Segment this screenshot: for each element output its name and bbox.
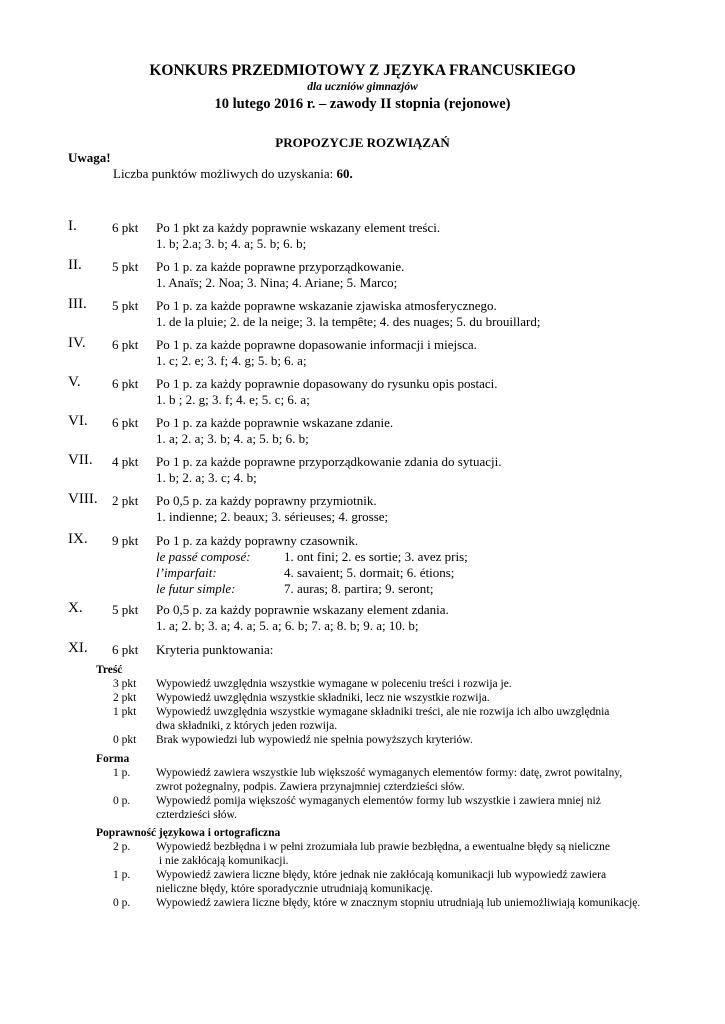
task-answers: 1. Anaïs; 2. Noa; 3. Nina; 4. Ariane; 5. Marco;: [156, 275, 398, 290]
task-points: 5 pkt: [112, 298, 139, 313]
task-description: Po 1 p. za każde poprawnie wskazane zdanie.: [156, 415, 394, 430]
task-answers: 1. b ; 2. g; 3. f; 4. e; 5. c; 6. a;: [156, 392, 310, 407]
criteria-text: Wypowiedź zawiera liczne błędy, które jednak nie zakłócają komunikacji lub wypowiedź zawiera: [156, 869, 607, 881]
section-title: PROPOZYCJE ROZWIĄZAŃ: [275, 135, 450, 150]
criteria-score: 3 pkt: [113, 678, 137, 690]
task-description: Po 1 pkt za każdy poprawnie wskazany element treści.: [156, 220, 441, 235]
task-points: 4 pkt: [112, 454, 139, 469]
criteria-title: Treść: [96, 664, 123, 676]
task-number: V.: [68, 374, 81, 390]
criteria-text: nieliczne błędy, które sporadycznie utrudniają komunikację.: [156, 883, 433, 895]
criteria-text: i nie zakłócają komunikacji.: [156, 855, 289, 867]
criteria-score: 1 pkt: [113, 706, 137, 718]
task-points: 6 pkt: [112, 376, 139, 391]
task-answers: 1. a; 2. a; 3. b; 4. a; 5. b; 6. b;: [156, 431, 309, 446]
tense-answers: 4. savaient; 5. dormait; 6. étions;: [284, 565, 455, 580]
criteria-text: Wypowiedź zawiera liczne błędy, które w znacznym stopniu utrudniają lub uniemożliwiają komunikację.: [156, 897, 641, 909]
tense-label: le passé composé:: [156, 549, 251, 564]
criteria-score: 2 p.: [113, 841, 131, 853]
criteria-score: 2 pkt: [113, 692, 137, 704]
criteria-text: Wypowiedź zawiera wszystkie lub większość wymaganych elementów formy: datę, zwrot powitalny,: [156, 767, 623, 779]
task-number: I.: [68, 218, 77, 234]
task-points: 2 pkt: [112, 493, 139, 508]
criteria-score: 0 p.: [113, 897, 131, 909]
criteria-text: Wypowiedź uwzględnia wszystkie składniki, lecz nie wszystkie rozwija.: [156, 692, 490, 704]
criteria-score: 1 p.: [113, 869, 131, 881]
tense-label: l’imparfait:: [156, 565, 217, 580]
task-answers: 1. c; 2. e; 3. f; 4. g; 5. b; 6. a;: [156, 353, 307, 368]
task-description: Po 1 p. za każde poprawne dopasowanie informacji i miejsca.: [156, 337, 477, 352]
task-points: 6 pkt: [112, 415, 139, 430]
criteria-text: Wypowiedź uwzględnia wszystkie wymagane w poleceniu treści i rozwija je.: [156, 678, 512, 690]
task-points: 5 pkt: [112, 602, 139, 617]
criteria-title: Forma: [96, 753, 130, 765]
task-description: Po 0,5 p. za każdy poprawny przymiotnik.: [156, 493, 377, 508]
task-answers: 1. a; 2. b; 3. a; 4. a; 5. a; 6. b; 7. a; 8. b; 9. a; 10. b;: [156, 618, 419, 633]
task-description: Po 1 p. za każde poprawne wskazanie zjawiska atmosferycznego.: [156, 298, 497, 313]
note-text: [113, 166, 353, 182]
task-description: Po 1 p. za każde poprawne przyporządkowanie.: [156, 259, 405, 274]
task-number: II.: [68, 257, 82, 273]
task-number: VII.: [68, 452, 93, 468]
task-answers: 1. indienne; 2. beaux; 3. sérieuses; 4. grosse;: [156, 509, 389, 524]
criteria-text: Wypowiedź bezbłędna i w pełni zrozumiała lub prawie bezbłędna, a ewentualne błędy są nieliczne: [156, 841, 611, 853]
tense-answers: 1. ont fini; 2. es sortie; 3. avez pris;: [284, 549, 468, 564]
task-number: III.: [68, 296, 87, 312]
criteria-score: 1 p.: [113, 767, 131, 779]
task-description: Po 1 p. za każdy poprawny czasownik.: [156, 533, 359, 548]
task-number: IX.: [68, 531, 88, 547]
task-number: XI.: [68, 640, 88, 656]
task-points: 6 pkt: [112, 642, 139, 657]
document-subtitle: dla uczniów gimnazjów: [307, 81, 418, 93]
note-label: Uwaga!: [68, 150, 111, 165]
task-points: 6 pkt: [112, 220, 139, 235]
task-description: Po 1 p. za każde poprawne przyporządkowanie zdania do sytuacji.: [156, 454, 502, 469]
criteria-score: 0 p.: [113, 795, 131, 807]
task-answers: 1. b; 2. a; 3. c; 4. b;: [156, 470, 257, 485]
task-answers: 1. b; 2.a; 3. b; 4. a; 5. b; 6. b;: [156, 236, 307, 251]
tense-answers: 7. auras; 8. partira; 9. seront;: [284, 581, 434, 596]
task-number: IV.: [68, 335, 86, 351]
note-text-label: Liczba punktów możliwych do uzyskania:: [113, 166, 334, 181]
criteria-text: Wypowiedź pomija większość wymaganych elementów formy lub wszystkie i zawiera mniej niż: [156, 795, 601, 807]
task-points: 9 pkt: [112, 533, 139, 548]
criteria-text: dwa składniki, z których jeden rozwija.: [156, 720, 338, 732]
criteria-text: czterdzieści słów.: [156, 809, 237, 821]
document-title: KONKURS PRZEDMIOTOWY Z JĘZYKA FRANCUSKIEGO: [149, 62, 576, 79]
tense-label: le futur simple:: [156, 581, 236, 596]
criteria-title: Poprawność językowa i ortograficzna: [96, 827, 281, 839]
criteria-text: Wypowiedź uwzględnia wszystkie wymagane składniki treści, ale nie rozwija ich albo uwzględnia: [156, 706, 610, 718]
task-description: Po 1 p. za każdy poprawnie dopasowany do rysunku opis postaci.: [156, 376, 498, 391]
criteria-score: 0 pkt: [113, 734, 137, 746]
task-number: X.: [68, 600, 83, 616]
competition-date: 10 lutego 2016 r. – zawody II stopnia (rejonowe): [214, 96, 511, 112]
task-number: VIII.: [68, 491, 98, 507]
note-total-points: 60.: [336, 166, 353, 181]
task-description: Po 0,5 p. za każdy poprawnie wskazany element zdania.: [156, 602, 449, 617]
task-points: 5 pkt: [112, 259, 139, 274]
task-description: Kryteria punktowania:: [156, 642, 274, 657]
task-answers: 1. de la pluie; 2. de la neige; 3. la tempête; 4. des nuages; 5. du brouillard;: [156, 314, 541, 329]
task-points: 6 pkt: [112, 337, 139, 352]
task-number: VI.: [68, 413, 88, 429]
criteria-text: zwrot pożegnalny, podpis. Zawiera przynajmniej czterdzieści słów.: [156, 781, 465, 793]
criteria-text: Brak wypowiedzi lub wypowiedź nie spełnia powyższych kryteriów.: [156, 734, 473, 746]
